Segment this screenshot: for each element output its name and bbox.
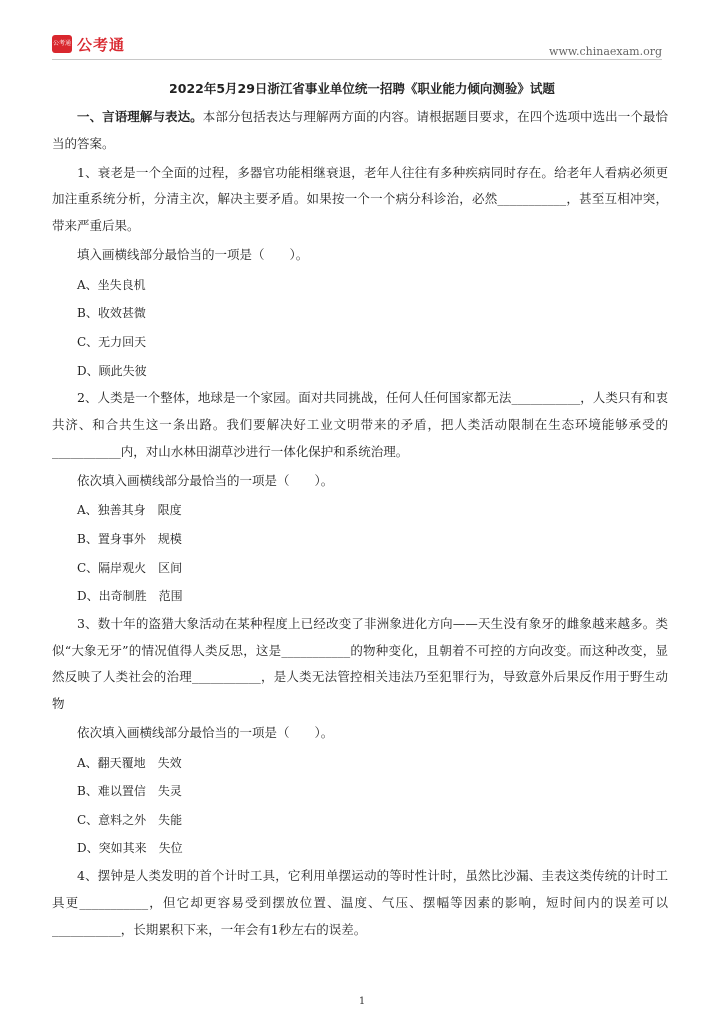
document-body (52, 104, 668, 943)
option-b: B、收效甚微 (77, 306, 146, 321)
question-stem: 4、摆钟是人类发明的首个计时工具，它利用单摆运动的等时性计时，虽然比沙漏、圭表这类传统的计时工具更___________，但它却更容易受到摆放位置、温度、气压、摆幅等因素的影响，短时间内的误差可以___________，长期累积下来，一年会有1秒左右的误差。 (52, 868, 668, 937)
logo-badge-icon: 公考通 (52, 35, 72, 53)
page-number: 1 (358, 996, 366, 1007)
document-title: 2022年5月29日浙江省事业单位统一招聘《职业能力倾向测验》试题 (169, 81, 555, 96)
question-stem: 1、衰老是一个全面的过程，多器官功能相继衰退，老年人往往有多种疾病同时存在。给老年人看病必须更加注重系统分析，分清主次，解决主要矛盾。如果按一个一个病分科诊治，必然___________，甚至互相冲突，带来严重后果。 (52, 164, 668, 234)
option-c: C、无力回天 (77, 334, 147, 349)
logo[interactable] (52, 34, 125, 54)
option-a: A、独善其身 限度 (77, 503, 182, 518)
section-intro-text: 本部分包括表达与理解两方面的内容。请根据题目要求，在四个选项中选出一个最恰当的答案。 (52, 109, 668, 151)
logo-text: 公考通 (77, 35, 126, 54)
option-d: D、出奇制胜 范围 (77, 589, 183, 604)
option-c: C、意料之外 失能 (77, 812, 183, 827)
option-d: D、突如其来 失位 (77, 841, 183, 856)
question-prompt: 填入画横线部分最恰当的一项是（ ）。 (77, 246, 309, 262)
section-heading: 一、言语理解与表达。 (77, 109, 203, 124)
section-intro (52, 104, 668, 158)
header-divider (52, 59, 662, 60)
option-c: C、隔岸观火 区间 (77, 560, 183, 575)
page-header (0, 0, 724, 70)
option-a: A、坐失良机 (77, 277, 146, 292)
site-url[interactable]: www.chinaexam.org (549, 45, 662, 58)
question-prompt: 依次填入画横线部分最恰当的一项是（ ）。 (77, 472, 334, 488)
question-stem: 3、数十年的盗猎大象活动在某种程度上已经改变了非洲象进化方向——天生没有象牙的雌象越来越多。类似“大象无牙”的情况值得人类反思，这是___________的物种变化，且朝着不可控的方向改变。而这种改变，显然反映了人类社会的治理___________，是人类无法管控相关违法乃至犯罪行为，导致意外后果反作用于野生动物 (52, 615, 668, 712)
option-a: A、翻天覆地 失效 (77, 755, 182, 770)
question-stem: 2、人类是一个整体，地球是一个家园。面对共同挑战，任何人任何国家都无法___________，人类只有和衷共济、和合共生这一条出路。我们要解决好工业文明带来的矛盾，把人类活动限制在生态环境能够承受的___________内，对山水林田湖草沙进行一体化保护和系统治理。 (52, 390, 668, 459)
question-prompt: 依次填入画横线部分最恰当的一项是（ ）。 (77, 724, 334, 740)
option-b: B、难以置信 失灵 (77, 784, 182, 799)
option-b: B、置身事外 规模 (77, 531, 182, 546)
option-d: D、顾此失彼 (77, 363, 147, 378)
